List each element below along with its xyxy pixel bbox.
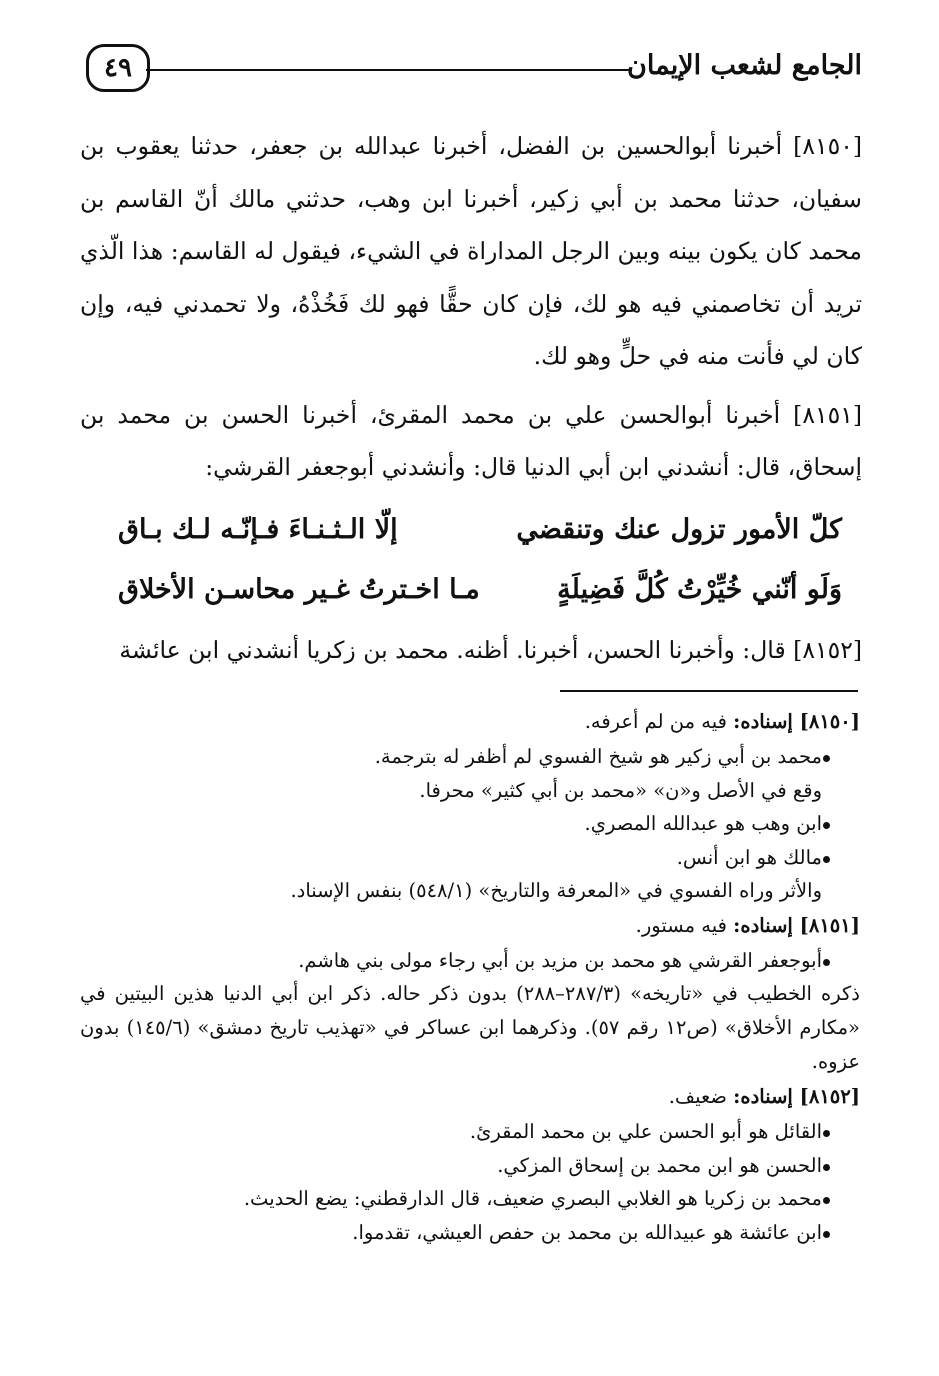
list-item: ابن عائشة هو عبيدالله بن محمد بن حفص العيشي، تقدموا. [80,1216,862,1250]
footnote-8150-list [80,740,862,774]
footnote-8150-list-2 [80,807,862,874]
list-item: محمد بن أبي زكير هو شيخ الفسوي لم أظفر له بترجمة. [80,740,862,774]
footnote-verdict: ضعيف. [668,1085,727,1108]
list-item: الحسن هو ابن محمد بن إسحاق المزكي. [80,1149,862,1183]
footnote-subline: والأثر وراه الفسوي في «المعرفة والتاريخ» (٥٤٨/١) بنفس الإسناد. [290,879,822,902]
header-rule [146,69,632,71]
list-item: القائل هو أبو الحسن علي بن محمد المقرئ. [80,1115,862,1149]
footnote-8151-list [80,944,862,978]
page-header [86,44,862,100]
poem-verse-1 [80,500,862,560]
footnote-label: [٨١٥٠] إسناده: [733,710,860,733]
narration-8152: [٨١٥٢] قال: وأخبرنا الحسن، أخبرنا. أظنه. محمد بن زكريا أنشدني ابن عائشة [119,635,862,664]
footnote-8150-heading [80,704,862,740]
verse-1-second-hemistich: إلّا الـثـنـاءَ فـإنّـه لـك بـاق [118,513,398,545]
poem [80,500,862,620]
footnote-label: [٨١٥١] إسناده: [733,913,860,937]
narration-8150: [٨١٥٠] أخبرنا أبوالحسين بن الفضل، أخبرنا عبدالله بن جعفر، حدثنا يعقوب بن سفيان، حدثنا محمد بن أبي زكير، أخبرنا ابن وهب، حدثني مالك أنّ القاسم بن محمد كان يكون بينه وبين الرجل المداراة في الشيء، فيقول له القاسم: هذا الّذي تريد أن تخاصمني فيه هو لك، فإن كان حقًّا فهو لك فَخُذْهُ، ولا تحمدني فيه، وإن كان لي فأنت منه في حلٍّ وهو لك. [80,132,862,370]
footnote-8151-heading [80,908,862,944]
footnote-label: [٨١٥٢] إسناده: [733,1085,860,1108]
verse-2-second-hemistich: مـا اخـترتُ غـير محاسـن الأخلاق [118,573,480,605]
footnotes [80,704,862,1249]
page-number: ٤٩ [86,44,150,92]
footnote-subline: وقع في الأصل و«ن» «محمد بن أبي كثير» محرفا. [419,778,822,802]
footnote-verdict: فيه من لم أعرفه. [584,710,727,733]
list-item: مالك هو ابن أنس. [80,841,862,875]
running-title: الجامع لشعب الإيمان [627,50,862,81]
verse-1-first-hemistich: كلّ الأمور تزول عنك وتنقضي [516,513,842,545]
verse-2-first-hemistich: وَلَو أنّني خُيِّرْتُ كُلَّ فَضِيلَةٍ [557,573,842,605]
narration-8151: [٨١٥١] أخبرنا أبوالحسن علي بن محمد المقرئ، أخبرنا الحسن بن محمد بن إسحاق، قال: أنشدني ابن أبي الدنيا قال: وأنشدني أبوجعفر القرشي: [80,400,862,481]
list-item: محمد بن زكريا هو الغلابي البصري ضعيف، قال الدارقطني: يضع الحديث. [80,1182,862,1216]
list-item: ابن وهب هو عبدالله المصري. [80,807,862,841]
footnote-separator [560,690,858,692]
poem-verse-2 [80,560,862,620]
main-text [80,120,862,676]
footnote-8152-list [80,1115,862,1249]
footnote-verdict: فيه مستور. [635,913,727,937]
footnote-8151-commentary: ذكره الخطيب في «تاريخه» (٢٨٧/٣–٢٨٨) بدون ذكر حاله. ذكر ابن أبي الدنيا هذين البيتين في «مكارم الأخلاق» (ص١٢ رقم ٥٧). وذكرهما ابن عساكر في «تهذيب تاريخ دمشق» (١٤٥/٦) بدون عزوه. [80,982,860,1073]
footnote-8152-heading [80,1079,862,1115]
list-item: أبوجعفر القرشي هو محمد بن مزيد بن أبي رجاء مولى بني هاشم. [80,944,862,978]
